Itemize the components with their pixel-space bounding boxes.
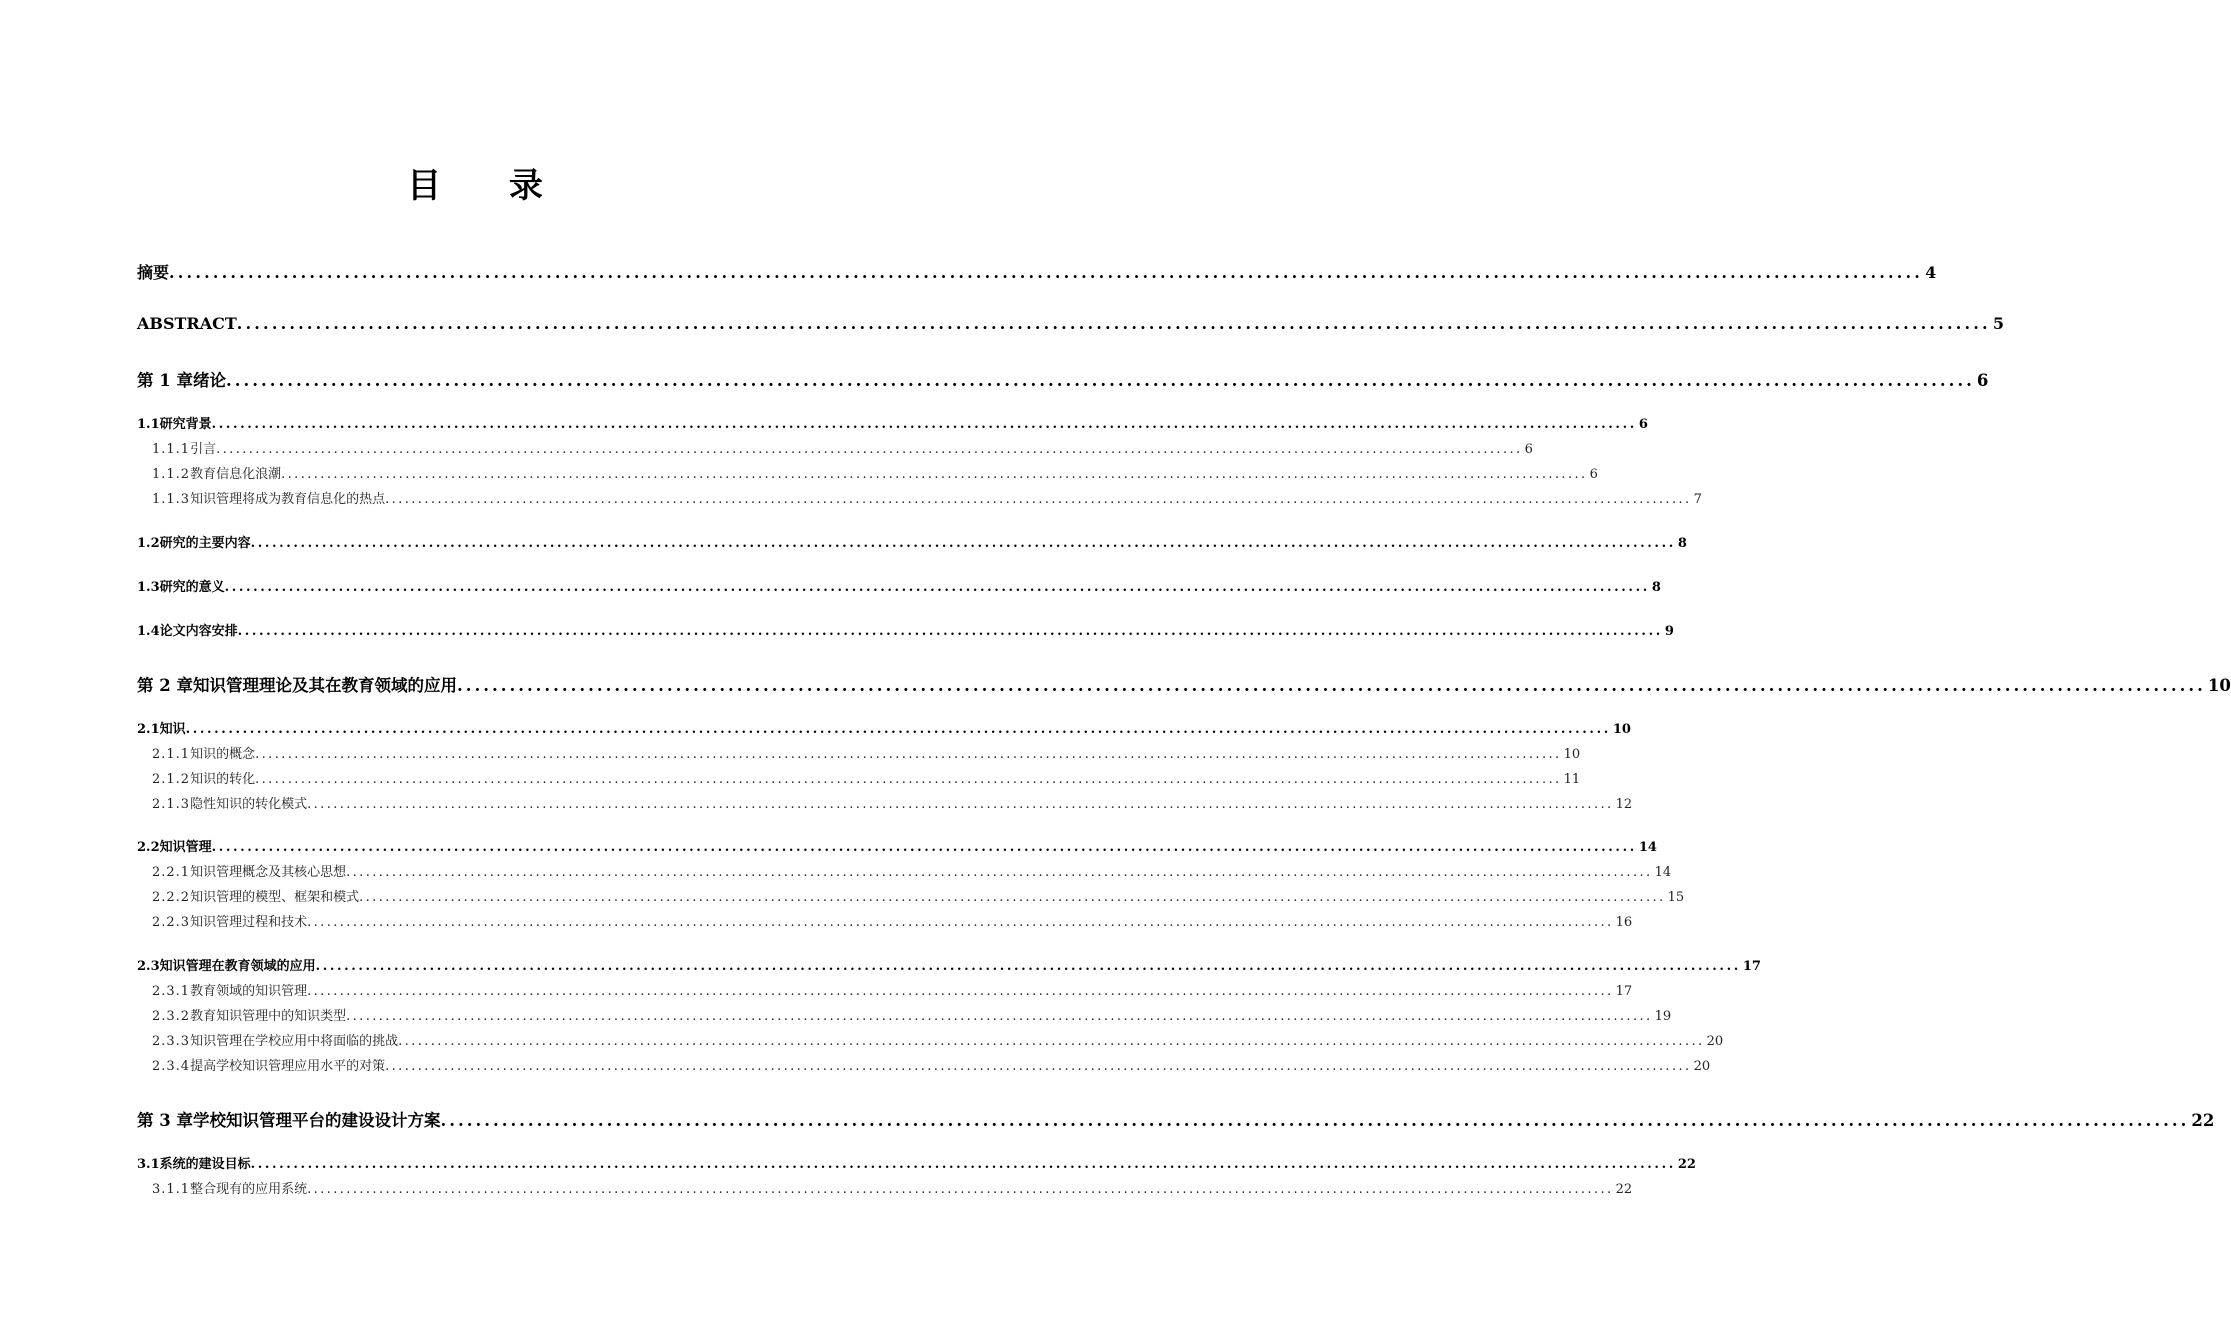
toc-entry-number: 2.3.4 <box>152 1059 191 1074</box>
toc-entry-title: 教育信息化浪潮 <box>190 467 282 482</box>
toc-entry-page: 5 <box>1992 314 2004 333</box>
toc-entry[interactable] <box>152 463 1598 482</box>
toc-entry-page: 8 <box>1651 580 1661 595</box>
toc-entry-number: 2.1.1 <box>152 747 191 762</box>
toc-entry-title: 系统的建设目标 <box>159 1157 251 1172</box>
toc-entry-page: 6 <box>1976 371 1989 390</box>
toc-entry-page: 6 <box>1589 467 1598 482</box>
toc-dot-leader: ........................................................................................................................................................................................................ <box>359 890 1666 905</box>
toc-dot-leader: ........................................................................................................................................................................................................ <box>236 314 1991 333</box>
toc-entry-page: 7 <box>1693 492 1702 507</box>
toc-entry-title: 隐性知识的转化模式 <box>190 797 308 812</box>
toc-dot-leader: ........................................................................................................................................................................................................ <box>211 417 1637 432</box>
toc-entry-title: 教育领域的知识管理 <box>190 984 308 999</box>
toc-entry-page: 16 <box>1615 915 1633 930</box>
toc-entry-number: 3.1.1 <box>152 1182 191 1197</box>
toc-entry-number: 1.3 <box>137 580 160 595</box>
toc-dot-leader: ........................................................................................................................................................................................................ <box>440 1111 2190 1130</box>
toc-entry-number: 1.2 <box>137 536 160 551</box>
toc-entry[interactable] <box>137 576 1661 595</box>
toc-dot-leader: ........................................................................................................................................................................................................ <box>456 676 2206 695</box>
toc-entry-title: 知识管理在学校应用中将面临的挑战 <box>190 1034 399 1049</box>
toc-entry-page: 14 <box>1638 840 1657 855</box>
toc-entry-number: 第 2 章 <box>137 676 193 695</box>
toc-entry-page: 10 <box>1563 747 1581 762</box>
toc-entry-page: 22 <box>1677 1157 1696 1172</box>
toc-entry-page: 17 <box>1615 984 1633 999</box>
toc-dot-leader: ........................................................................................................................................................................................................ <box>307 915 1614 930</box>
toc-dot-leader: ........................................................................................................................................................................................................ <box>224 580 1650 595</box>
toc-entry[interactable] <box>152 1055 1711 1074</box>
toc-entry[interactable] <box>137 718 1631 737</box>
toc-entry[interactable] <box>152 911 1633 930</box>
toc-entry-page: 20 <box>1706 1034 1724 1049</box>
toc-entry-number: 1.1.3 <box>152 492 191 507</box>
toc-dot-leader: ........................................................................................................................................................................................................ <box>346 1009 1653 1024</box>
toc-entry-title: 绪论 <box>192 371 226 390</box>
toc-dot-leader: ........................................................................................................................................................................................................ <box>169 263 1924 282</box>
toc-entry-number: 第 1 章 <box>137 371 193 390</box>
toc-entry-title: 知识管理将成为教育信息化的热点 <box>190 492 386 507</box>
toc-entry-title: 提高学校知识管理应用水平的对策 <box>190 1059 386 1074</box>
toc-dot-leader: ........................................................................................................................................................................................................ <box>346 865 1653 880</box>
toc-entry-title: 研究的意义 <box>159 580 225 595</box>
toc-entry-title: 知识管理过程和技术 <box>190 915 308 930</box>
toc-entry-number: 2.3.2 <box>152 1009 191 1024</box>
toc-dot-leader: ........................................................................................................................................................................................................ <box>307 984 1614 999</box>
toc-dot-leader: ........................................................................................................................................................................................................ <box>385 1059 1692 1074</box>
toc-dot-leader: ........................................................................................................................................................................................................ <box>185 722 1611 737</box>
toc-entry-number: 2.2.3 <box>152 915 191 930</box>
toc-entry-page: 12 <box>1615 797 1633 812</box>
toc-entry[interactable] <box>152 743 1581 762</box>
toc-entry[interactable] <box>152 438 1533 457</box>
toc-entry[interactable] <box>152 886 1685 905</box>
toc-entry-title: 知识的转化 <box>190 772 256 787</box>
toc-dot-leader: ........................................................................................................................................................................................................ <box>250 536 1676 551</box>
toc-entry-number: 2.2.1 <box>152 865 191 880</box>
toc-entry-number: 2.1.3 <box>152 797 191 812</box>
toc-entry-number: 2.3.1 <box>152 984 191 999</box>
toc-entry-number: 1.4 <box>137 624 160 639</box>
toc-entry[interactable] <box>152 488 1702 507</box>
toc-entry-number: 3.1 <box>137 1157 160 1172</box>
toc-dot-leader: ........................................................................................................................................................................................................ <box>281 467 1588 482</box>
toc-entry-page: 22 <box>2191 1111 2215 1130</box>
toc-entry-number: 2.3 <box>137 959 160 974</box>
toc-dot-leader: ........................................................................................................................................................................................................ <box>398 1034 1705 1049</box>
toc-entry-page: 19 <box>1654 1009 1672 1024</box>
page-title: 目 录 <box>407 166 571 206</box>
toc-entry-number: 1.1 <box>137 417 160 432</box>
toc-dot-leader: ........................................................................................................................................................................................................ <box>255 772 1562 787</box>
toc-entry-title: 知识 <box>159 722 186 737</box>
toc-entry-page: 22 <box>1615 1182 1633 1197</box>
toc-entry[interactable] <box>152 768 1581 787</box>
toc-dot-leader: ........................................................................................................................................................................................................ <box>307 797 1614 812</box>
toc-entry-number: 1.1.1 <box>152 442 191 457</box>
toc-entry-title: 研究背景 <box>159 417 212 432</box>
toc-entry-page: 6 <box>1524 442 1533 457</box>
toc-entry-page: 10 <box>2207 676 2231 695</box>
toc-entry[interactable] <box>137 1153 1696 1172</box>
toc-entry[interactable] <box>137 413 1648 432</box>
toc-entry-number: 2.2 <box>137 840 160 855</box>
toc-entry[interactable] <box>137 836 1657 855</box>
toc-entry[interactable] <box>137 314 2004 333</box>
toc-entry-title: 教育知识管理中的知识类型 <box>190 1009 347 1024</box>
toc-dot-leader: ........................................................................................................................................................................................................ <box>255 747 1562 762</box>
toc-entry[interactable] <box>152 1030 1724 1049</box>
toc-entry-number: 2.3.3 <box>152 1034 191 1049</box>
toc-entry[interactable] <box>137 955 1761 974</box>
toc-entry-title: 知识管理的模型、框架和模式 <box>190 890 360 905</box>
toc-entry-title: 摘要 <box>137 263 170 282</box>
toc-entry-page: 11 <box>1563 772 1581 787</box>
toc-entry-number: 1.1.2 <box>152 467 191 482</box>
toc-entry-page: 10 <box>1612 722 1631 737</box>
toc-entry-title: ABSTRACT <box>137 314 237 333</box>
toc-entry-title: 知识的概念 <box>190 747 256 762</box>
toc-entry-title: 知识管理概念及其核心思想 <box>190 865 347 880</box>
toc-entry-page: 9 <box>1664 624 1674 639</box>
toc-dot-leader: ........................................................................................................................................................................................................ <box>211 840 1637 855</box>
toc-entry-page: 6 <box>1638 417 1648 432</box>
toc-entry[interactable] <box>137 1107 2215 1131</box>
toc-entry[interactable] <box>137 532 1687 551</box>
toc-dot-leader: ........................................................................................................................................................................................................ <box>307 1182 1614 1197</box>
toc-dot-leader: ........................................................................................................................................................................................................ <box>315 959 1741 974</box>
toc-dot-leader: ........................................................................................................................................................................................................ <box>250 1157 1676 1172</box>
toc-entry-title: 研究的主要内容 <box>159 536 251 551</box>
toc-entry[interactable] <box>137 620 1674 639</box>
toc-entry[interactable] <box>152 861 1672 880</box>
toc-entry-page: 8 <box>1677 536 1687 551</box>
toc-entry[interactable] <box>137 367 1989 391</box>
toc-entry-title: 学校知识管理平台的建设设计方案 <box>192 1111 441 1130</box>
toc-dot-leader: ........................................................................................................................................................................................................ <box>225 371 1975 390</box>
toc-entry-page: 17 <box>1742 959 1761 974</box>
toc-entry[interactable] <box>152 1178 1633 1197</box>
toc-entry[interactable] <box>152 1005 1672 1024</box>
toc-entry-title: 知识管理在教育领域的应用 <box>159 959 316 974</box>
toc-entry-title: 整合现有的应用系统 <box>190 1182 308 1197</box>
toc-entry[interactable] <box>137 672 2231 696</box>
toc-entry-page: 4 <box>1925 263 1937 282</box>
toc-entry-number: 2.1.2 <box>152 772 191 787</box>
toc-entry-page: 20 <box>1693 1059 1711 1074</box>
toc-dot-leader: ........................................................................................................................................................................................................ <box>385 492 1692 507</box>
toc-entry-title: 知识管理理论及其在教育领域的应用 <box>192 676 457 695</box>
toc-dot-leader: ........................................................................................................................................................................................................ <box>216 442 1523 457</box>
toc-entry[interactable] <box>152 980 1633 999</box>
toc-dot-leader: ........................................................................................................................................................................................................ <box>237 624 1663 639</box>
toc-entry-page: 15 <box>1667 890 1685 905</box>
toc-entry[interactable] <box>152 793 1633 812</box>
toc-entry-number: 2.1 <box>137 722 160 737</box>
toc-entry[interactable] <box>137 260 1937 283</box>
toc-entry-title: 引言 <box>190 442 217 457</box>
toc-entry-page: 14 <box>1654 865 1672 880</box>
toc-entry-number: 第 3 章 <box>137 1111 193 1130</box>
toc-entry-title: 论文内容安排 <box>159 624 238 639</box>
toc-entry-number: 2.2.2 <box>152 890 191 905</box>
toc-entry-title: 知识管理 <box>159 840 212 855</box>
